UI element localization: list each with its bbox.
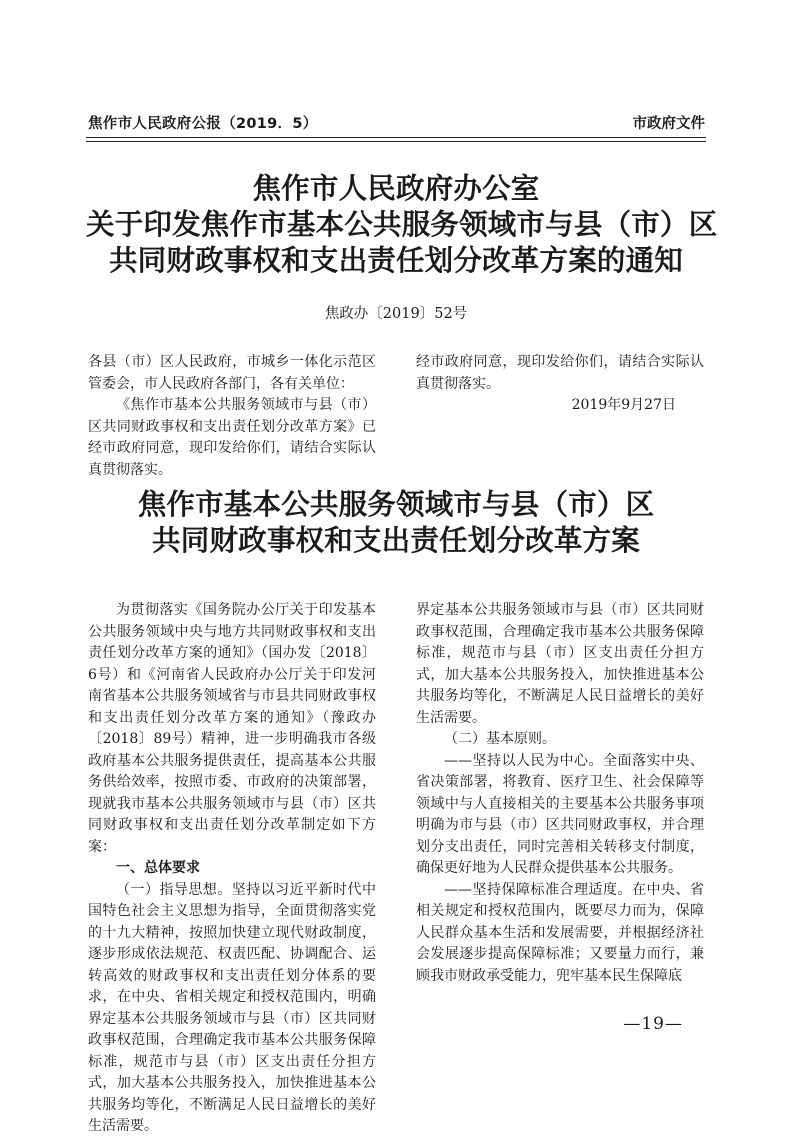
- guiding-thought: （一）指导思想。坚持以习近平新时代中国特色社会主义思想为指导，全面贯彻落实党的十九大精神，按照加快建立现代财政制度，逐步形成依法规范、权责匹配、协调配合、运转高效的财政事权和支出责任划分体系的要求，在中央、省相关规定和授权范围内，明确界定基本公共服务领域市与县（市）区共同财政事权范围，合理确定我市基本公共服务保障标准，规范市与县（市）区支出责任分担方式，加大基本公共服务投入，加快推进基本公共服务均等化，不断满足人民日益增长的美好生活需要。: [88, 881, 376, 1134]
- notice-body: 《焦作市基本公共服务领域市与县（市）区共同财政事权和支出责任划分改革方案》已经市政府同意，现印发给你们，请结合实际认真贯彻落实。: [88, 397, 376, 478]
- section-heading-general: 一、总体要求: [116, 860, 200, 876]
- document-number: 焦政办〔2019〕52号: [324, 306, 468, 322]
- plan-intro: 为贯彻落实《国务院办公厅关于印发基本公共服务领域中央与地方共同财政事权和支出责任划分改革方案的通知》（国办发〔2018〕6号）和《河南省人民政府办公厅关于印发河南省基本公共服务领域省与市县共同财政事权和支出责任划分改革方案的通知》（豫政办〔2018〕89号）精神，进一步明确我市各级政府基本公共服务提供责任，提高基本公共服务供给效率，按照市委、市政府的决策部署，现就我市基本公共服务领域市与县（市）区共同财政事权和支出责任划分改革制定如下方案：: [88, 602, 376, 855]
- notice-date: 2019年9月27日: [571, 397, 676, 413]
- plan-column-left: [88, 600, 376, 1134]
- principle-people-centered: ——坚持以人民为中心。全面落实中央、省决策部署，将教育、医疗卫生、社会保障等领域中与人直接相关的主要基本公共服务事项明确为市与县（市）区共同财政事权，并合理划分支出责任，同时完善相关转移支付制度，确保更好地为人民群众提供基本公共服务。: [416, 752, 704, 876]
- plan-title-line: 焦作市基本公共服务领域市与县（市）区: [137, 487, 655, 521]
- guiding-thought-continued: 界定基本公共服务领域市与县（市）区共同财政事权范围，合理确定我市基本公共服务保障标准，规范市与县（市）区支出责任分担方式，加大基本公共服务投入，加快推进基本公共服务均等化，不断满足人民日益增长的美好生活需要。: [416, 602, 704, 726]
- principles-heading: （二）基本原则。: [444, 731, 556, 747]
- notice-title-line: 共同财政事权和支出责任划分改革方案的通知: [108, 243, 683, 277]
- principle-standards: ——坚持保障标准合理适度。在中央、省相关规定和授权范围内，既要尽力而为，保障人民群众基本生活和发展需要，并根据经济社会发展逐步提高保障标准；又要量力而行，兼顾我市财政承受能力，兜牢基本民生保障底: [416, 881, 704, 984]
- notice-column-left: [88, 352, 376, 478]
- notice-title: [86, 170, 718, 278]
- header-rule-thick: [86, 137, 706, 138]
- notice-title-line: 关于印发焦作市基本公共服务领域市与县（市）区: [86, 207, 718, 241]
- plan-title-line: 共同财政事权和支出责任划分改革方案: [152, 523, 640, 557]
- header-rule-thin: [86, 141, 706, 142]
- plan-title: [86, 486, 706, 558]
- notice-title-line: 焦作市人民政府办公室: [252, 171, 540, 205]
- plan-column-right: [416, 600, 704, 987]
- notice-addressees: 各县（市）区人民政府，市城乡一体化示范区管委会，市人民政府各部门，各有关单位：: [88, 354, 376, 392]
- notice-column-right: [416, 352, 704, 417]
- page-number: —19—: [623, 1014, 683, 1034]
- header-publication: 焦作市人民政府公报（2019．5）: [88, 116, 318, 132]
- header-category: 市政府文件: [632, 116, 705, 132]
- notice-body-continued: 经市政府同意，现印发给你们，请结合实际认真贯彻落实。: [416, 354, 704, 392]
